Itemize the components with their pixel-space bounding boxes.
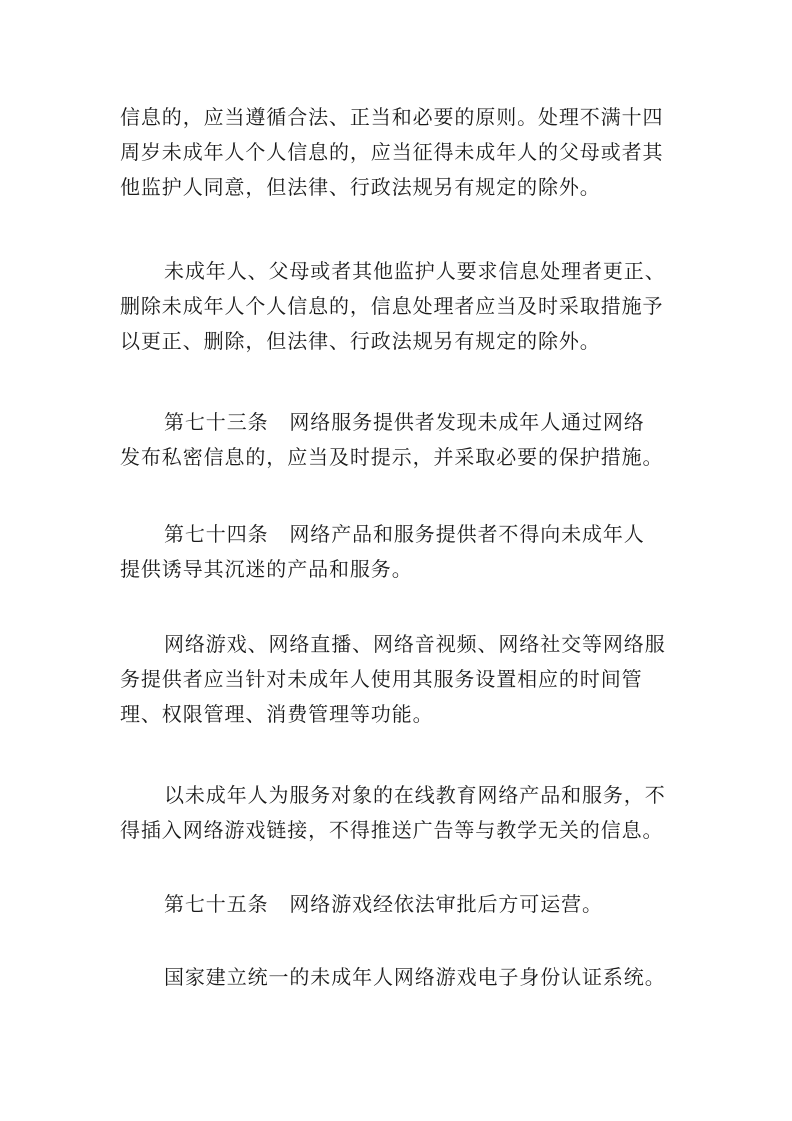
paragraph-1 xyxy=(120,100,680,205)
paragraph-line: 发布私密信息的，应当及时提示，并采取必要的保护措施。 xyxy=(120,445,664,469)
article-73 xyxy=(120,405,680,475)
paragraph-line: 信息的，应当遵循合法、正当和必要的原则。处理不满十四 xyxy=(120,105,664,129)
paragraph-identity-system xyxy=(120,960,680,995)
paragraph-online-education xyxy=(120,778,680,848)
paragraph-line: 未成年人、父母或者其他监护人要求信息处理者更正、 xyxy=(164,259,666,283)
paragraph-line: 以更正、删除，但法律、行政法规另有规定的除外。 xyxy=(120,329,601,353)
article-75 xyxy=(120,887,680,922)
paragraph-line: 以未成年人为服务对象的在线教育网络产品和服务，不 xyxy=(164,783,666,807)
paragraph-line: 理、权限管理、消费管理等功能。 xyxy=(120,702,434,726)
paragraph-line: 务提供者应当针对未成年人使用其服务设置相应的时间管 xyxy=(120,667,643,691)
paragraph-line: 国家建立统一的未成年人网络游戏电子身份认证系统。 xyxy=(164,965,666,989)
paragraph-online-services xyxy=(120,627,680,732)
paragraph-line: 得插入网络游戏链接，不得推送广告等与教学无关的信息。 xyxy=(120,818,664,842)
paragraph-line: 他监护人同意，但法律、行政法规另有规定的除外。 xyxy=(120,175,601,199)
paragraph-line: 第七十三条 网络服务提供者发现未成年人通过网络 xyxy=(164,410,645,434)
paragraph-line: 提供诱导其沉迷的产品和服务。 xyxy=(120,557,413,581)
paragraph-line: 第七十四条 网络产品和服务提供者不得向未成年人 xyxy=(164,522,645,546)
paragraph-line: 删除未成年人个人信息的，信息处理者应当及时采取措施予 xyxy=(120,294,664,318)
paragraph-line: 第七十五条 网络游戏经依法审批后方可运营。 xyxy=(164,892,603,916)
paragraph-line: 网络游戏、网络直播、网络音视频、网络社交等网络服 xyxy=(164,632,666,656)
paragraph-2 xyxy=(120,254,680,359)
paragraph-line: 周岁未成年人个人信息的，应当征得未成年人的父母或者其 xyxy=(120,140,664,164)
article-74 xyxy=(120,517,680,587)
